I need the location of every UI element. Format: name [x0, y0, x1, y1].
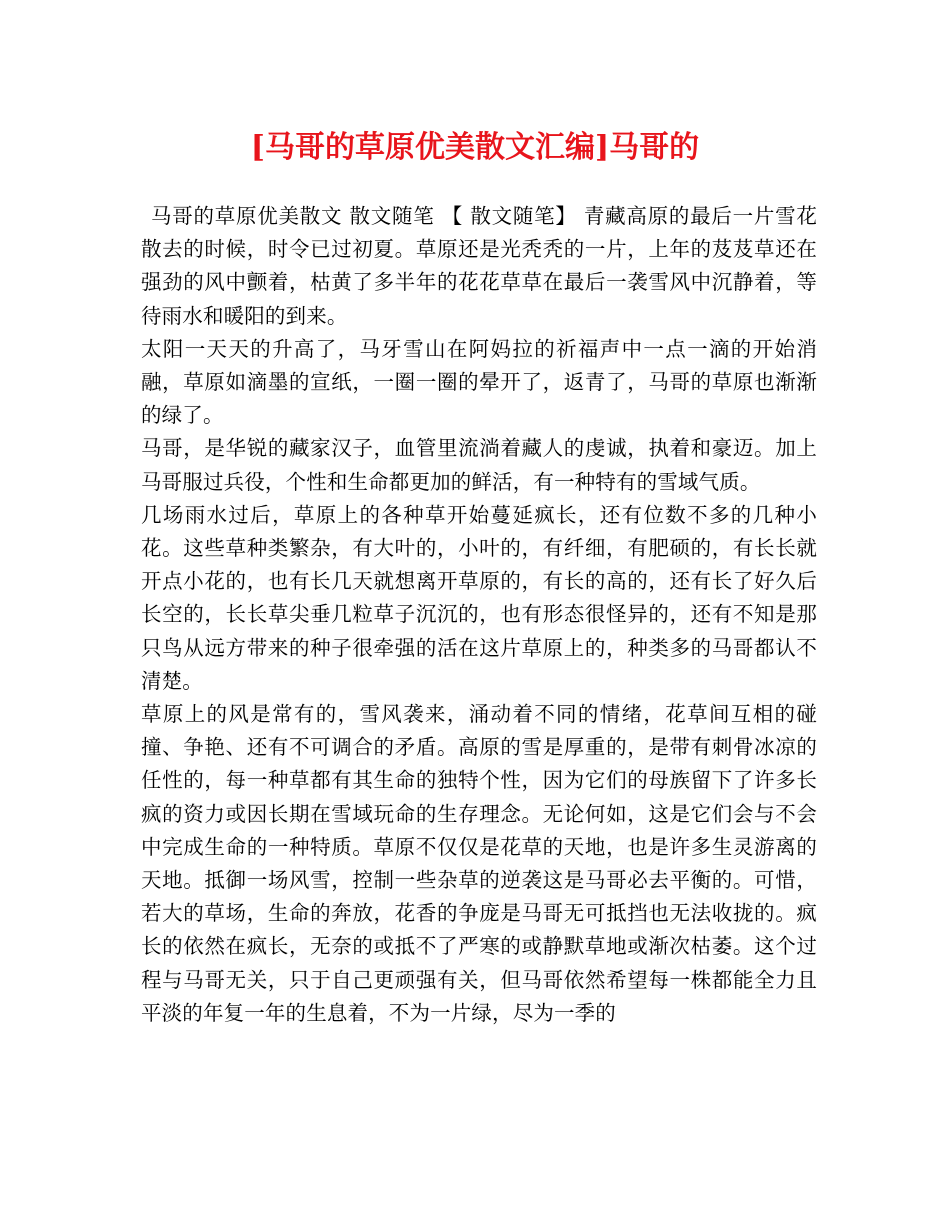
document-title: [马哥的草原优美散文汇编]马哥的 [250, 130, 700, 165]
paragraph: 几场雨水过后，草原上的各种草开始蔓延疯长，还有位数不多的几种小花。这些草种类繁杂，有大叶的，小叶的，有纤细，有肥硕的，有长长就开点小花的，也有长几天就想离开草原的，有长的高的，还有长了好久后长空的，长长草尖垂几粒草子沉沉的，也有形态很怪异的，还有不知是那只鸟从远方带来的种子很牵强的活在这片草原上的，种类多的马哥都认不清楚。 [141, 502, 817, 693]
paragraph: 太阳一天天的升高了，马牙雪山在阿妈拉的祈福声中一点一滴的开始消融，草原如滴墨的宣纸，一圈一圈的晕开了，返青了，马哥的草原也渐渐的绿了。 [141, 336, 817, 428]
paragraph: 草原上的风是常有的，雪风袭来，涌动着不同的情绪，花草间互相的碰撞、争艳、还有不可调合的矛盾。高原的雪是厚重的，是带有刺骨冰凉的任性的，每一种草都有其生命的独特个性，因为它们的母族留下了许多长疯的资力或因长期在雪域玩命的生存理念。无论何如，这是它们会与不会中完成生命的一种特质。草原不仅仅是花草的天地，也是许多生灵游离的天地。抵御一场风雪，控制一些杂草的逆袭这是马哥必去平衡的。可惜，若大的草场，生命的奔放，花香的争庞是马哥无可抵挡也无法收拢的。疯长的依然在疯长，无奈的或抵不了严寒的或静默草地或渐次枯萎。这个过程与马哥无关，只于自己更顽强有关，但马哥依然希望每一株都能全力且平淡的年复一年的生息着，不为一片绿，尽为一季的 [141, 702, 817, 1025]
paragraph: 马哥的草原优美散文 散文随笔 【 散文随笔】 青藏高原的最后一片雪花散去的时候，时令已过初夏。草原还是光秃秃的一片，上年的芨芨草还在强劲的风中颤着，枯黄了多半年的花花草草在最后一袭雪风中沉静着，等待雨水和暖阳的到来。 [141, 204, 817, 328]
document-body [141, 200, 817, 1030]
paragraph: 马哥，是华锐的藏家汉子，血管里流淌着藏人的虔诚，执着和豪迈。加上马哥服过兵役，个性和生命都更加的鲜活，有一种特有的雪域气质。 [141, 436, 817, 494]
